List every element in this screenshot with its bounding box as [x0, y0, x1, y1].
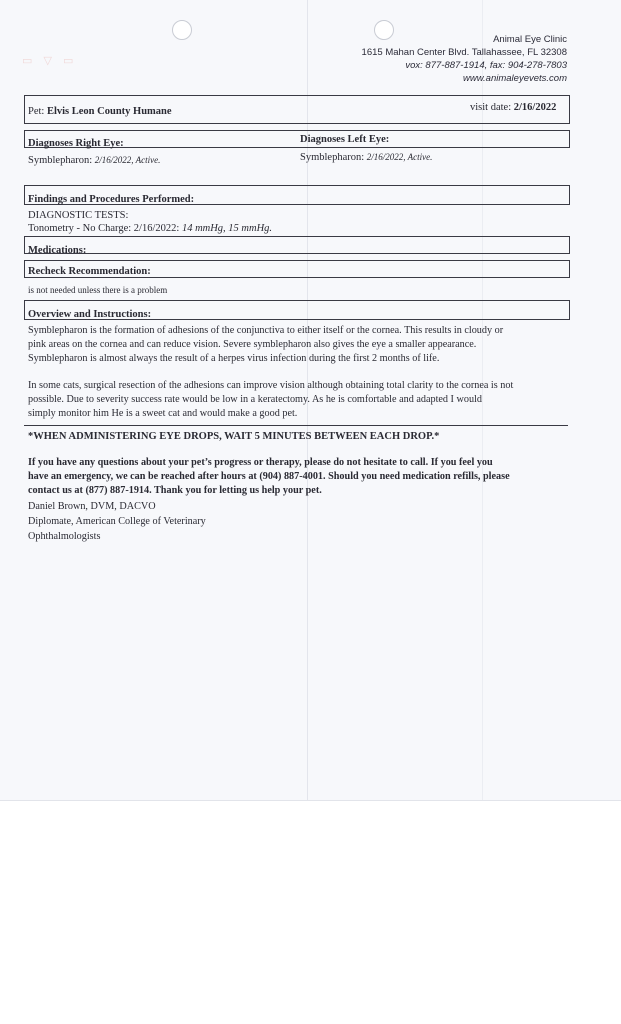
contact-line: have an emergency, we can be reached after hours at (904) 887-4001. Should you need medication refills, please [28, 471, 510, 482]
diagnosis-right-name: Symblepharon: [28, 155, 93, 166]
overview-p1-line: Symblepharon is almost always the result of a herpes virus infection during the first 2 months of life. [28, 353, 440, 364]
clinic-letterhead [267, 33, 567, 85]
diagnosis-left-name: Symblepharon: [300, 152, 365, 163]
signature-name: Daniel Brown, DVM, DACVO [28, 501, 156, 512]
visit-line [470, 102, 556, 113]
visit-date: 2/16/2022 [513, 102, 557, 113]
tonometry-values: 14 mmHg, 15 mmHg. [181, 223, 273, 234]
pet-label: Pet: [28, 106, 45, 117]
overview-p2-line: simply monitor him He is a sweet cat and would make a good pet. [28, 408, 298, 419]
overview-p2-line: In some cats, surgical resection of the adhesions can improve vision although obtaining total clarity to the cornea is not [28, 380, 514, 391]
eye-drops-warning: *WHEN ADMINISTERING EYE DROPS, WAIT 5 MINUTES BETWEEN EACH DROP.* [28, 431, 440, 442]
contact-line: contact us at (877) 887-1914. Thank you for letting us help your pet. [28, 485, 322, 496]
diagnosis-right [28, 155, 160, 166]
overview-p1-line: pink areas on the cornea and can reduce vision. Severe symblepharon also gives the eye a smaller appearance. [28, 339, 477, 350]
clinic-address: 1615 Mahan Center Blvd. Tallahassee, FL 32308 [361, 47, 567, 58]
diagnoses-right-title: Diagnoses Right Eye: [28, 138, 124, 149]
overview-paragraph-1 [28, 324, 503, 366]
clinic-name: Animal Eye Clinic [493, 34, 567, 45]
findings-line2 [28, 223, 272, 234]
diagnosis-right-detail: 2/16/2022, Active. [94, 155, 161, 165]
overview-title: Overview and Instructions: [28, 309, 152, 320]
visit-label: visit date: [470, 102, 512, 113]
faint-logo-mark: ▭ ▽ ▭ [22, 55, 78, 67]
signature-title: Ophthalmologists [28, 531, 101, 542]
findings-line1: DIAGNOSTIC TESTS: [28, 210, 129, 221]
overview-paragraph-2 [28, 379, 513, 421]
findings-title: Findings and Procedures Performed: [28, 194, 195, 205]
tonometry-label: Tonometry - No Charge: 2/16/2022: [28, 223, 180, 234]
pet-name: Elvis Leon County Humane [46, 106, 172, 117]
medications-box [24, 236, 570, 254]
contact-line: If you have any questions about your pet’s progress or therapy, please do not hesitate to call. If you feel you [28, 457, 493, 468]
clinic-website: www.animaleyevets.com [462, 73, 567, 84]
overview-p2-line: possible. Due to severity success rate would be low in a keratectomy. As he is comfortable and adapted I would [28, 394, 482, 405]
medications-title: Medications: [28, 245, 87, 256]
diagnosis-left [300, 152, 432, 163]
signature-block [28, 499, 206, 544]
clinic-phones: vox: 877-887-1914, fax: 904-278-7803 [405, 60, 567, 71]
recheck-text: is not needed unless there is a problem [28, 285, 168, 295]
diagnosis-left-detail: 2/16/2022, Active. [366, 152, 433, 162]
punch-hole [172, 20, 192, 40]
section-divider [24, 425, 568, 426]
overview-p1-line: Symblepharon is the formation of adhesions of the conjunctiva to either itself or the cornea. This results in cloudy or [28, 325, 504, 336]
diagnoses-left-title: Diagnoses Left Eye: [300, 134, 390, 145]
signature-title: Diplomate, American College of Veterinary [28, 516, 206, 527]
recheck-title: Recheck Recommendation: [28, 266, 151, 277]
contact-paragraph [28, 456, 510, 498]
pet-line [28, 106, 172, 117]
